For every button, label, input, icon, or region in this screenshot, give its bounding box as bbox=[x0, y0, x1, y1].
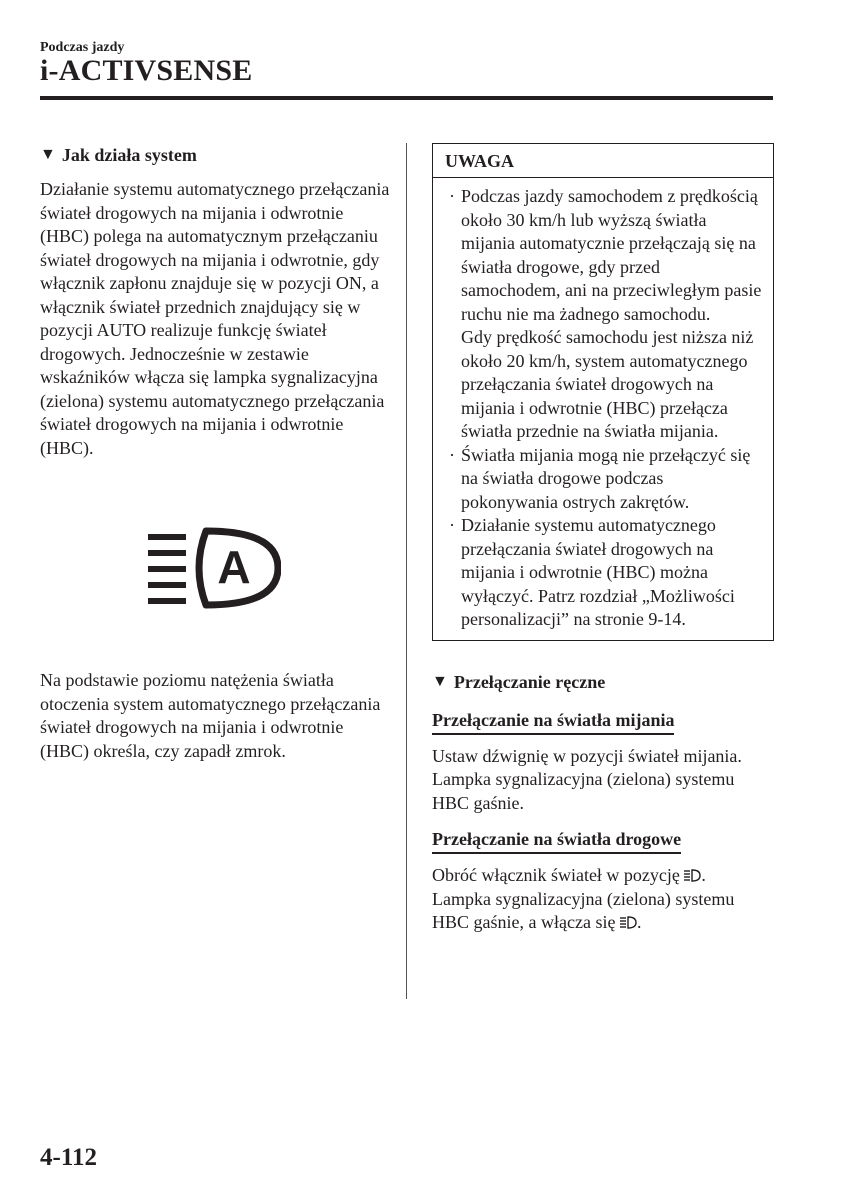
low-beam-heading: Przełączanie na światła mijania bbox=[432, 708, 674, 735]
triangle-down-icon: ▼ bbox=[40, 146, 56, 163]
how-it-works-heading-text: Jak działa system bbox=[61, 145, 197, 165]
column-divider bbox=[406, 143, 407, 999]
bullet: · bbox=[449, 515, 455, 535]
manual-switching-heading-text: Przełączanie ręczne bbox=[453, 671, 606, 692]
warning-item-text: Gdy prędkość samochodu jest niższa niż około 20 km/h, system automatycznego przełączania świateł drogowych na mijania i odwrotnie (HBC) przełącza światła przednie na światła mijania. bbox=[461, 327, 754, 441]
high-beam-text bbox=[432, 864, 774, 935]
bullet: · bbox=[449, 186, 455, 206]
high-beam-icon bbox=[620, 916, 637, 929]
high-beam-icon bbox=[684, 869, 701, 882]
page-number: 4-112 bbox=[40, 1144, 97, 1171]
left-column bbox=[40, 143, 390, 763]
warning-item-text: Działanie systemu automatycznego przełączania świateł drogowych na mijania i odwrotnie (HBC) można wyłączyć. Patrz rozdział „Możliwości personalizacji” na stronie 9-14. bbox=[461, 515, 735, 629]
warning-item-text: Światła mijania mogą nie przełączyć się na światła drogowe podczas pokonywania ostrych zakrętów. bbox=[461, 444, 751, 512]
low-beam-text: Ustaw dźwignię w pozycji świateł mijania. Lampka sygnalizacyjna (zielona) systemu HBC gaśnie. bbox=[432, 745, 742, 813]
warning-list bbox=[433, 178, 773, 640]
high-beam-text-part: . bbox=[636, 912, 642, 932]
how-it-works-heading bbox=[40, 143, 390, 167]
warning-title: UWAGA bbox=[433, 144, 773, 178]
warning-box bbox=[432, 143, 774, 641]
detection-paragraph: Na podstawie poziomu natężenia światła otoczenia system automatycznego przełączania świateł drogowych na mijania i odwrotnie (HBC) określa, czy zapadł zmrok. bbox=[40, 670, 381, 761]
warning-item bbox=[449, 514, 763, 632]
header-rule bbox=[40, 96, 773, 100]
bullet: · bbox=[449, 444, 455, 465]
description-paragraph: Działanie systemu automatycznego przełączania świateł drogowych na mijania i odwrotnie (HBC) polega na automatycznym przełączaniu świateł drogowych na mijania i odwrotnie, gdy włącznik zapłonu znajduje się w pozycji ON, a włącznik świateł przednich znajdujący się w pozycji AUTO realizuje funkcję świateł drogowych. Jednocześnie w zestawie wskaźników włącza się lampka sygnalizacyjna (zielona) systemu automatycznego przełączania świateł drogowych na mijania i odwrotnie (HBC). bbox=[40, 179, 390, 458]
high-beam-text-part: Obróć włącznik świateł w pozycję bbox=[432, 865, 685, 885]
triangle-down-icon: ▼ bbox=[432, 672, 448, 690]
right-column bbox=[432, 143, 774, 935]
page-title: i-ACTIVSENSE bbox=[40, 54, 253, 87]
manual-switching-heading bbox=[432, 670, 774, 694]
high-beam-text-part: Lampka sygnalizacyjna (zielona) systemu HBC gaśnie, a włącza się bbox=[432, 888, 735, 932]
auto-high-beam-icon bbox=[146, 526, 281, 610]
warning-item bbox=[449, 185, 763, 444]
warning-item bbox=[449, 444, 763, 515]
high-beam-heading: Przełączanie na światła drogowe bbox=[432, 827, 681, 854]
section-label: Podczas jazdy bbox=[40, 40, 125, 55]
auto-letter: A bbox=[217, 541, 251, 593]
warning-item-text: Podczas jazdy samochodem z prędkością około 30 km/h lub wyższą światła mijania automatycznie przełączają się na światła drogowe, gdy przed samochodem, ani na przeciwległym pasie ruchu nie ma żadnego samochodu. bbox=[461, 186, 762, 324]
high-beam-text-part: . bbox=[701, 865, 706, 885]
